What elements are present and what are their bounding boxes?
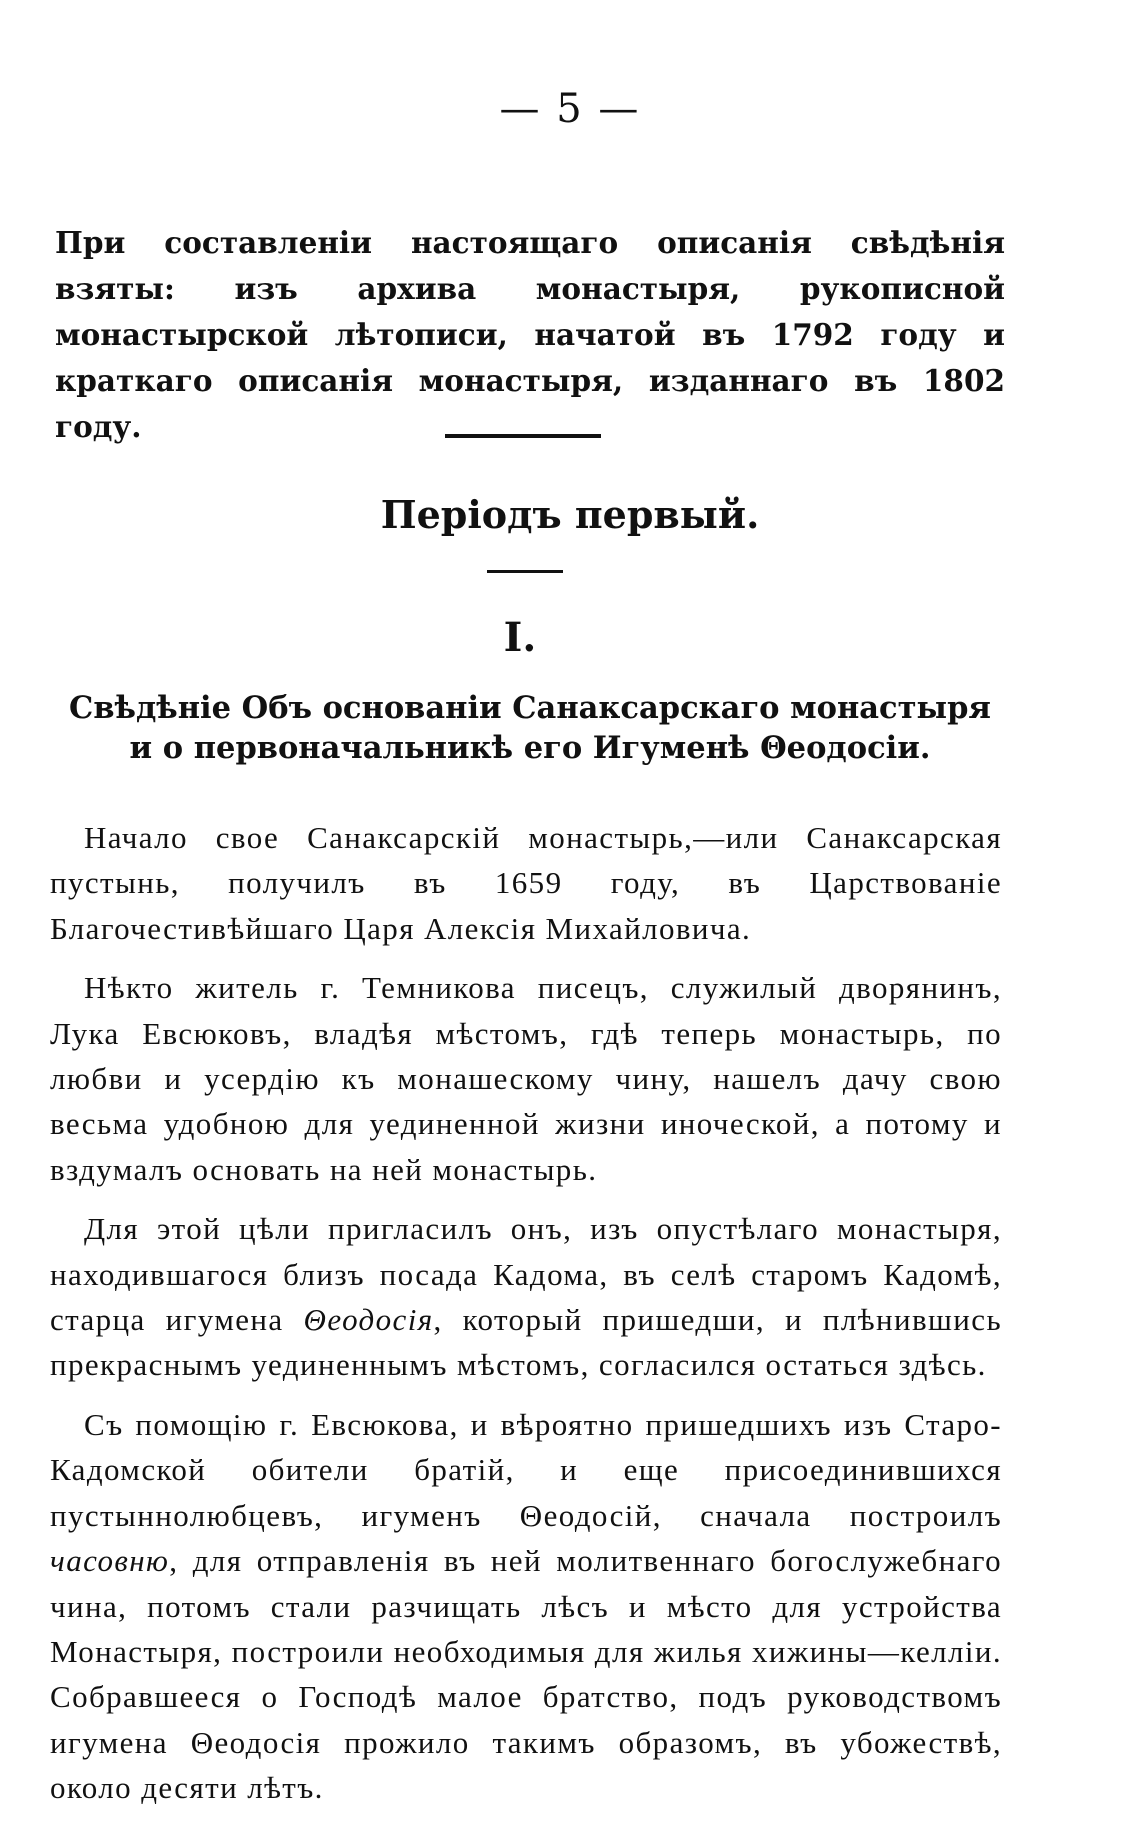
paragraph-founding: Начало свое Санаксарскій монастырь,—или Санаксарская пустынь, получилъ въ 1659 году, въ Царствованіе Благочестивѣйшаго Царя Алексія Михайловича. <box>50 820 1002 946</box>
paragraph-construction-after: , для отправленія въ ней молитвеннаго богослужебнаго чина, потомъ стали разчищать лѣсъ и мѣсто для устройства Монастыря, построили необходимыя для жилья хижины—келліи. Собравшееся о Господѣ малое братство, подъ руководствомъ игумена Θеодосія прожило такимъ образомъ, въ убожествѣ, около десяти лѣтъ. <box>50 1543 1002 1806</box>
paragraph-construction-emphasis: часовню <box>50 1543 170 1579</box>
divider-rule-short <box>487 570 563 573</box>
paragraph-construction-before: Съ помощію г. Евсюкова, и вѣроятно пришедшихъ изъ Старо-Кадомской обители братій, и еще присоединившихся пустыннолюбцевъ, игуменъ Θеодосій, сначала построилъ <box>50 1406 1002 1533</box>
paragraph-construction <box>50 1402 1002 1811</box>
page-number: — 5 — <box>499 86 641 132</box>
section-heading <box>60 688 1000 768</box>
paragraph-invitation-after: , который пришедши, и плѣнившись прекраснымъ уединеннымъ мѣстомъ, согласился остаться здѣсь. <box>50 1302 1002 1383</box>
section-heading-line2: и о первоначальникѣ его Игуменѣ Θеодосіи. <box>129 730 931 766</box>
paragraph-invitation <box>50 1206 1002 1388</box>
period-title: Періодъ первый. <box>380 492 760 537</box>
paragraph-invitation-emphasis: Θеодосія <box>303 1302 434 1338</box>
divider-rule-top <box>445 434 601 438</box>
section-number: I. <box>503 614 537 661</box>
paragraph-evsyukov: Нѣкто житель г. Темникова писецъ, служилый дворянинъ, Лука Евсюковъ, владѣя мѣстомъ, гдѣ теперь монастырь, по любви и усердію къ монашескому чину, нашелъ дачу свою весьма удобною для уединенной жизни иноческой, а потому и вздумалъ основать на ней монастырь. <box>50 970 1002 1187</box>
section-heading-line1: Свѣдѣніе Объ основаніи Санаксарскаго монастыря <box>69 690 991 726</box>
body-text <box>50 815 1002 1825</box>
intro-paragraph: При составленіи настоящаго описанія свѣдѣнія взяты: изъ архива монастыря, рукописной монастырской лѣтописи, начатой въ 1792 году и краткаго описанія монастыря, изданнаго въ 1802 году. <box>55 225 1005 444</box>
paragraph-invitation-before: Для этой цѣли пригласилъ онъ, изъ опустѣлаго монастыря, находившагося близъ посада Кадома, въ селѣ старомъ Кадомѣ, старца игумена <box>50 1211 1002 1338</box>
